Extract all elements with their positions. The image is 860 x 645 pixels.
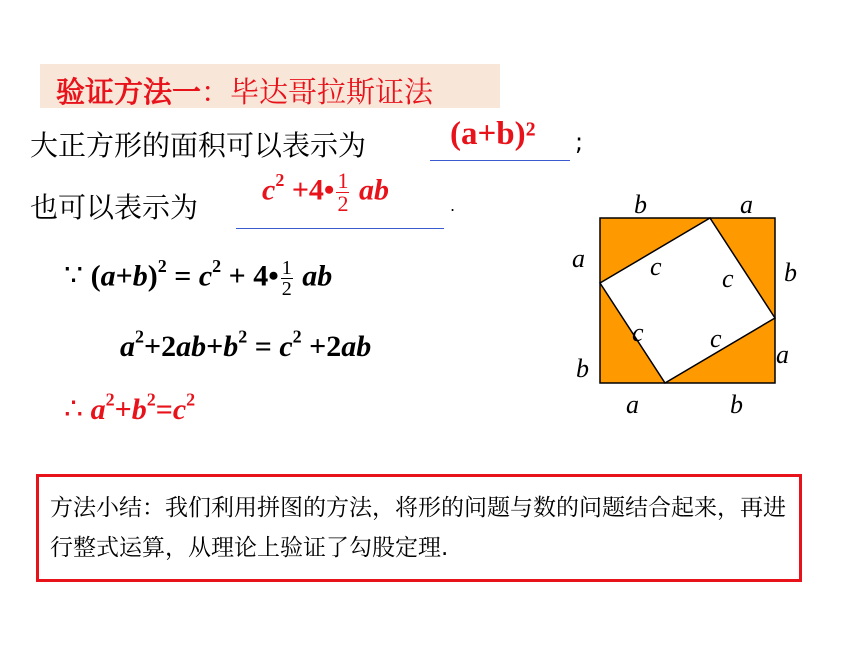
line2-blank	[236, 228, 444, 229]
equation-1: ∵ $(a+b)^2 = c^2$ + 4• $\frac{1}{2}$ ab	[64, 255, 333, 300]
label-c-4: c	[710, 324, 722, 353]
summary-text: 方法小结：我们利用拼图的方法，将形的问题与数的问题结合起来，再进行整式运算，从理论上验证了勾股定理.	[50, 495, 786, 561]
label-bottom-a: a	[626, 390, 639, 419]
method-title-colon: ：	[201, 75, 231, 109]
because-symbol: ∵	[64, 259, 84, 293]
line2-text: 也可以表示为	[30, 191, 199, 224]
label-c-1: c	[650, 252, 662, 281]
line1-punct: ;	[575, 128, 584, 156]
line1-text: 大正方形的面积可以表示为	[30, 129, 367, 162]
line2-punct: .	[450, 196, 456, 215]
label-left-a: a	[572, 244, 585, 273]
line1-blank	[430, 160, 570, 161]
line2-answer: $c^2$ +4• $\frac{1}{2}$ ab	[262, 168, 389, 216]
equation-2: $a^2+2ab+b^2 = c^2 +2ab$	[120, 326, 372, 363]
fraction-numerator: 1	[337, 168, 349, 193]
pythagoras-diagram	[560, 185, 810, 425]
method-title	[56, 70, 433, 111]
fraction-half: $\frac{1}{2}$	[281, 257, 292, 300]
fraction-denominator: 2	[337, 191, 349, 216]
therefore-symbol: ∴	[64, 393, 84, 426]
equation-conclusion: ∴ $a^2+b^2=c^2$	[64, 389, 196, 426]
var-c: c	[262, 173, 276, 207]
line1-answer: (a+b)²	[450, 116, 536, 152]
method-title-name: 毕达哥拉斯证法	[230, 75, 434, 109]
label-c-2: c	[722, 264, 734, 293]
method-title-label: 验证方法一	[56, 75, 202, 109]
fraction-half	[336, 170, 349, 215]
label-bottom-b: b	[730, 390, 743, 419]
label-left-b: b	[576, 354, 589, 383]
label-top-b: b	[634, 190, 647, 219]
label-c-3: c	[632, 318, 644, 347]
label-right-b: b	[784, 258, 797, 287]
label-right-a: a	[776, 340, 789, 369]
var-ab: ab	[358, 173, 389, 207]
label-top-a: a	[740, 190, 753, 219]
